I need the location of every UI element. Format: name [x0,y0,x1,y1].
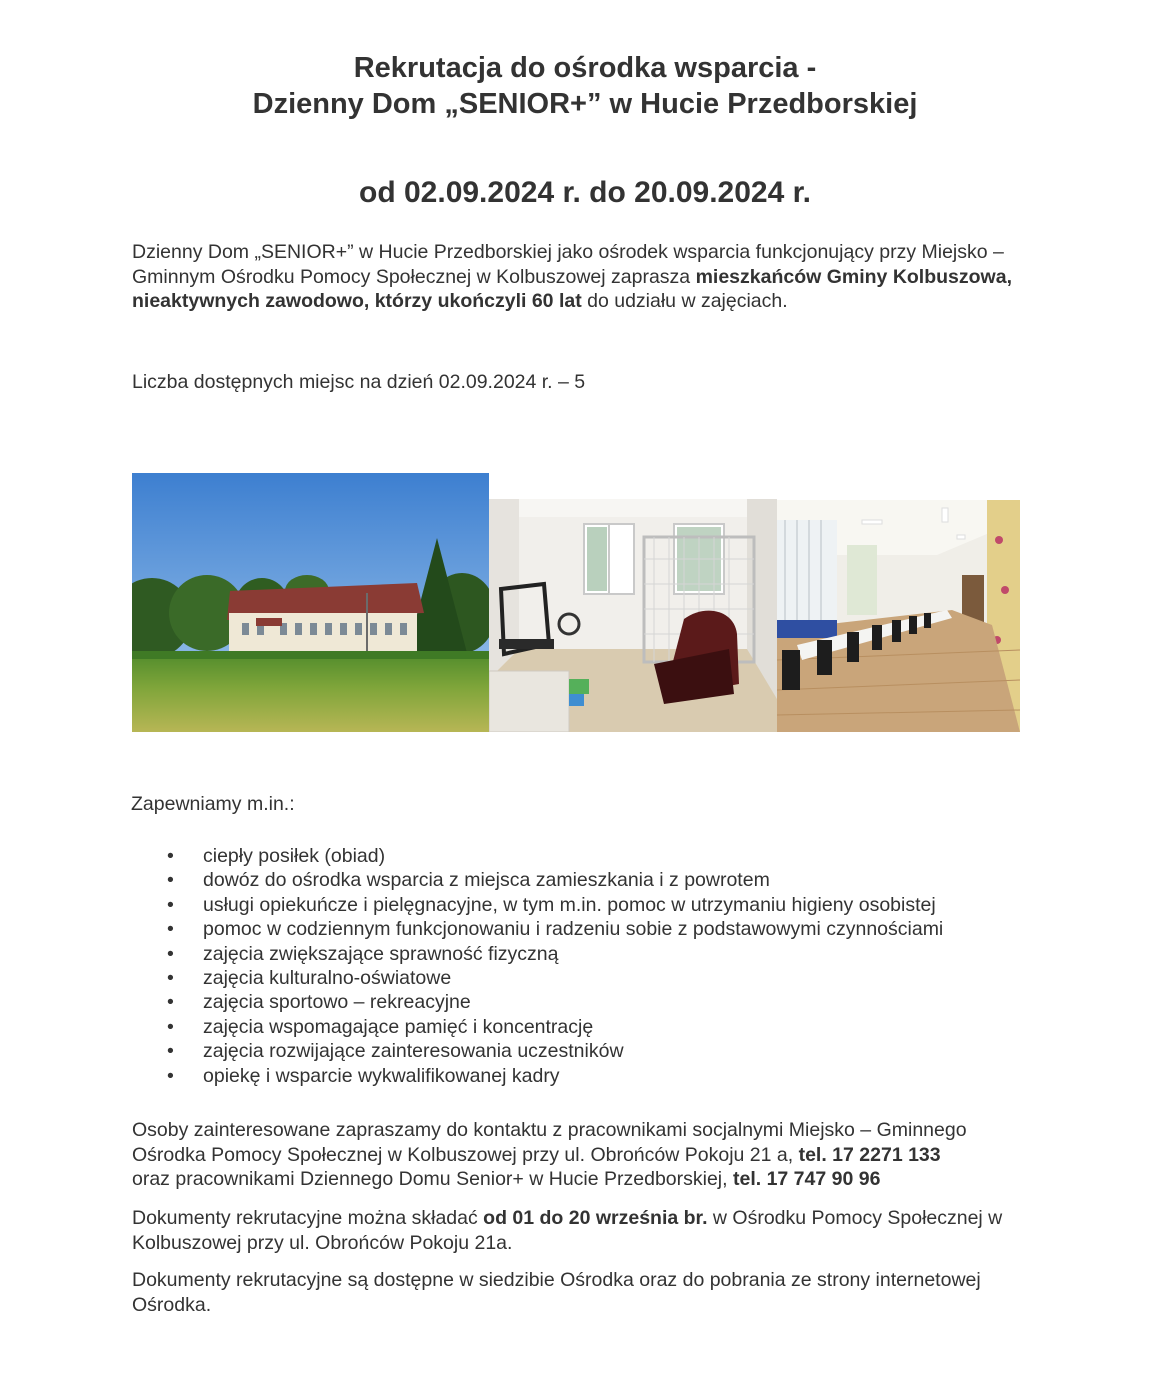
intro-text-end: do udziału w zajęciach. [581,290,788,312]
contact-phone-ops: tel. 17 2271 133 [798,1143,941,1166]
list-item: • ciepły posiłek (obiad) [131,844,1031,868]
documents-text: Dokumenty rekrutacyjne można składać [132,1207,484,1229]
list-item: • zajęcia rozwijające zainteresowania uczestników [131,1039,1031,1063]
contact-phone-senior: tel. 17 747 90 96 [732,1168,881,1190]
page-title-line2: Dzienny Dom „SENIOR+” w Hucie Przedborskiej [252,88,918,120]
intro-paragraph [132,240,1037,314]
available-places: Liczba dostępnych miejsc na dzień 02.09.2024 r. – 5 [132,371,586,393]
list-item: • opiekę i wsparcie wykwalifikowanej kadry [131,1064,1031,1088]
documents-availability: Dokumenty rekrutacyjne są dostępne w siedzibie Ośrodka oraz do pobrania ze strony internetowej Ośrodka. [132,1269,981,1316]
page-title-line1: Rekrutacja do ośrodka wsparcia - [353,52,817,84]
list-item: • zajęcia wspomagające pamięć i koncentrację [131,1015,1031,1039]
documents-text-end: w Ośrodku Pomocy Społecznej w Kolbuszowej przy ul. Obrońców Pokoju 21a. [132,1207,1003,1254]
photo-strip [132,473,1020,732]
list-item: • zajęcia kulturalno-oświatowe [131,966,1031,990]
documents-deadline: od 01 do 20 września br. [483,1207,708,1229]
recruitment-dates: od 02.09.2024 r. do 20.09.2024 r. [359,176,811,209]
building-exterior-photo [132,473,489,732]
list-item: • usługi opiekuńcze i pielęgnacyjne, w tym m.in. pomoc w utrzymaniu higieny osobistej [131,893,1031,917]
intro-target-group: mieszkańców Gminy Kolbuszowa, nieaktywnych zawodowo, którzy ukończyli 60 lat [132,265,1012,312]
common-room-photo [777,500,1020,732]
list-item: • dowóz do ośrodka wsparcia z miejsca zamieszkania i z powrotem [131,868,1031,892]
list-item: • zajęcia zwiększające sprawność fizyczną [131,942,1031,966]
contact-text-2: oraz pracownikami Dziennego Domu Senior+ w Hucie Przedborskiej, [132,1168,733,1190]
contact-text: Osoby zainteresowane zapraszamy do kontaktu z pracownikami socjalnymi Miejsko – Gminnego Ośrodka Pomocy Społecznej w Kolbuszowej przy ul. Obrońców Pokoju 21 a, [132,1119,967,1166]
services-list [131,844,1031,1088]
list-item: • pomoc w codziennym funkcjonowaniu i radzeniu sobie z podstawowymi czynnościami [131,917,1031,941]
contact-paragraph [132,1118,1037,1192]
intro-text: Dzienny Dom „SENIOR+” w Hucie Przedborskiej jako ośrodek wsparcia funkcjonujący przy Miejsko – Gminnym Ośrodku Pomocy Społecznej w Kolbuszowej zaprasza [132,241,1004,288]
documents-paragraph [132,1206,1037,1255]
services-lead: Zapewniamy m.in.: [131,793,295,815]
exercise-room-photo [489,499,777,732]
list-item: • zajęcia sportowo – rekreacyjne [131,990,1031,1014]
